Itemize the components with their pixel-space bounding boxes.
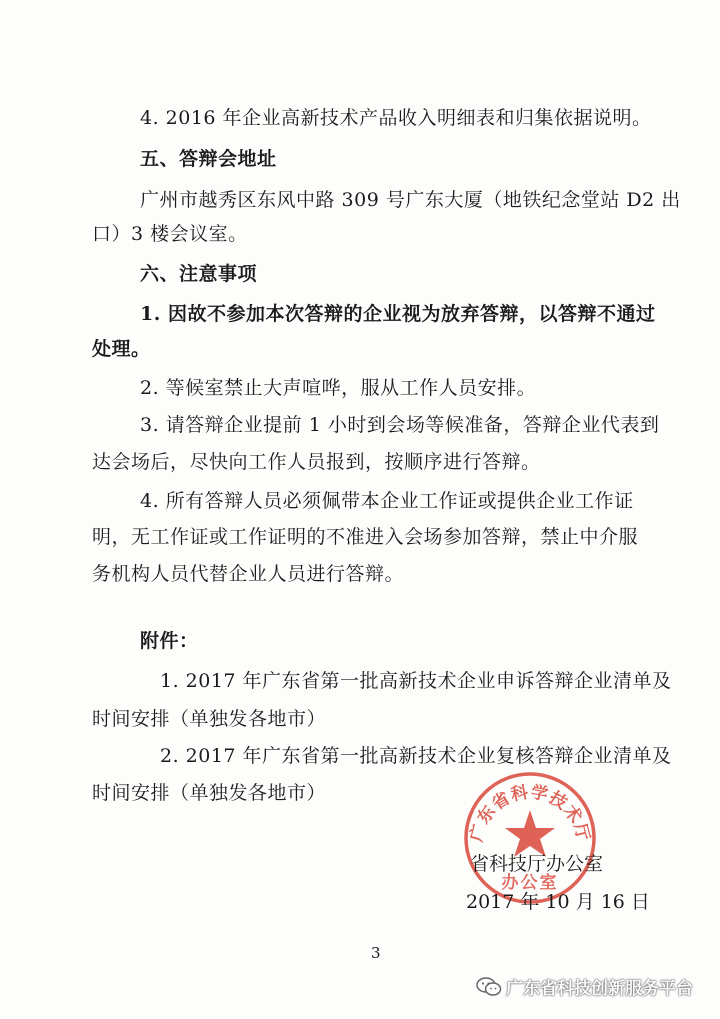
text-line-note-3a: 3. 请答辩企业提前 1 小时到会场等候准备，答辩企业代表到	[140, 414, 660, 436]
watermark	[476, 974, 693, 999]
text-line-note-4a: 4. 所有答辩人员必须佩带本企业工作证或提供企业工作证	[140, 490, 634, 512]
issuing-office: 省科技厅办公室	[470, 853, 604, 875]
issue-date: 2017 年 10 月 16 日	[466, 891, 650, 913]
svg-text:办公室: 办公室	[501, 873, 559, 893]
text-line-attachment-1b: 时间安排（单独发各地市）	[92, 708, 327, 730]
text-line-note-2: 2. 等候室禁止大声喧哗，服从工作人员安排。	[140, 377, 537, 399]
text-line-attachment-4: 4. 2016 年企业高新技术产品收入明细表和归集依据说明。	[140, 107, 652, 129]
text-line-note-1b: 处理。	[92, 338, 151, 360]
text-line-note-3b: 达会场后，尽快向工作人员报到，按顺序进行答辩。	[92, 451, 541, 473]
text-line-attachment-2b: 时间安排（单独发各地市）	[92, 782, 327, 804]
seal-star-icon	[462, 770, 598, 906]
text-line-note-4c: 务机构人员代替企业人员进行答辩。	[92, 563, 405, 585]
text-line-note-1a: 1. 因故不参加本次答辩的企业视为放弃答辩，以答辩不通过	[140, 303, 656, 325]
wechat-icon	[476, 977, 502, 997]
section-heading-address: 五、答辩会地址	[140, 148, 277, 170]
watermark-text: 广东省科技创新服务平台	[506, 979, 693, 999]
text-line-note-4b: 明，无工作证或工作证明的不准进入会场参加答辩，禁止中介服	[92, 526, 639, 548]
svg-text:广东省科学技术厅: 广东省科学技术厅	[466, 782, 594, 844]
text-line-attachment-1a: 1. 2017 年广东省第一批高新技术企业申诉答辩企业清单及	[160, 670, 672, 692]
text-line-address-1: 广州市越秀区东风中路 309 号广东大厦（地铁纪念堂站 D2 出	[140, 189, 681, 211]
text-line-attachment-2a: 2. 2017 年广东省第一批高新技术企业复核答辩企业清单及	[160, 745, 672, 767]
attachments-title: 附件：	[140, 630, 199, 652]
text-line-address-2: 口）3 楼会议室。	[92, 223, 248, 245]
page-number: 3	[371, 944, 381, 962]
section-heading-notes: 六、注意事项	[140, 263, 258, 285]
